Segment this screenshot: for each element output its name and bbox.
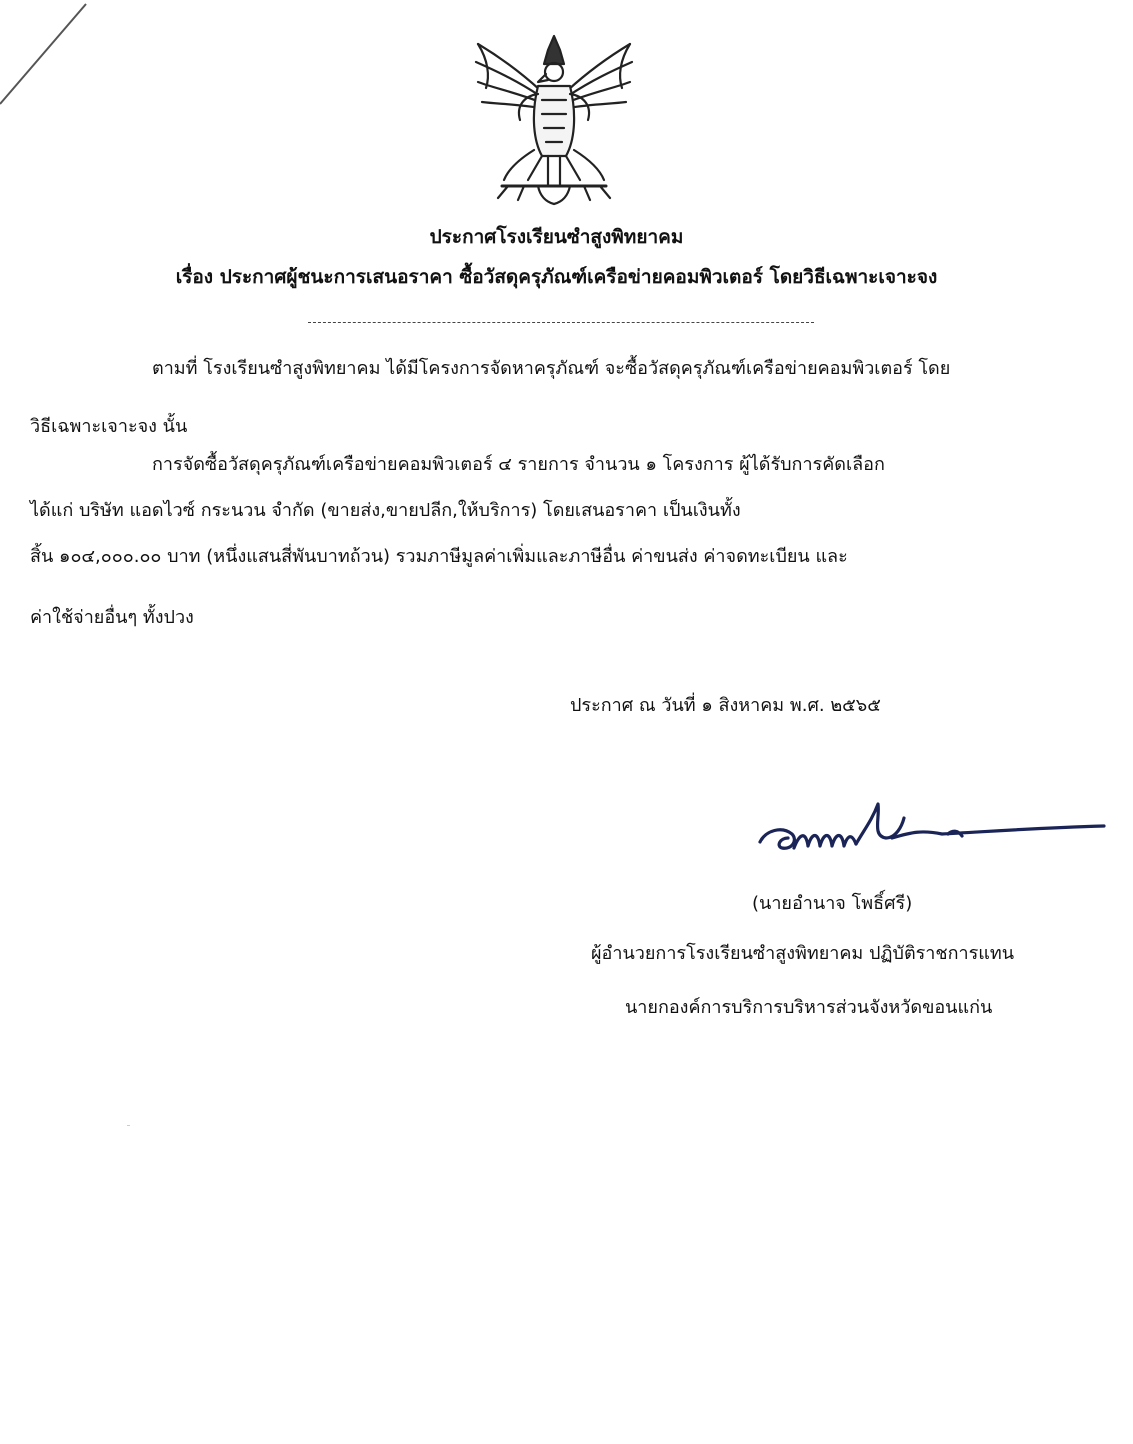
- announcement-date: ประกาศ ณ วันที่ ๑ สิงหาคม พ.ศ. ๒๕๖๕: [570, 695, 881, 716]
- garuda-emblem-icon: [468, 30, 640, 208]
- body-line-5: สิ้น ๑๐๔,๐๐๐.๐๐ บาท (หนึ่งแสนสี่พันบาทถ้วน) รวมภาษีมูลค่าเพิ่มและภาษีอื่น ค่าขนส่ง ค่าจดทะเบียน และ: [30, 546, 848, 567]
- body-line-3: การจัดซื้อวัสดุครุภัณฑ์เครือข่ายคอมพิวเตอร์ ๔ รายการ จำนวน ๑ โครงการ ผู้ได้รับการคัดเลือก: [152, 454, 885, 475]
- signer-position: ผู้อำนวยการโรงเรียนซำสูงพิทยาคม ปฏิบัติราชการแทน: [591, 943, 1015, 964]
- document-title: ประกาศโรงเรียนซำสูงพิทยาคม: [429, 226, 684, 248]
- document-subject: เรื่อง ประกาศผู้ชนะการเสนอราคา ซื้อวัสดุครุภัณฑ์เครือข่ายคอมพิวเตอร์ โดยวิธีเฉพาะเจาะจง: [175, 266, 938, 288]
- signer-name: (นายอำนาจ โพธิ์ศรี): [752, 893, 913, 914]
- body-line-4: ได้แก่ บริษัท แอดไวซ์ กระนวน จำกัด (ขายส่ง,ขายปลีก,ให้บริการ) โดยเสนอราคา เป็นเงินทั้ง: [30, 500, 741, 521]
- scan-speck: [127, 1125, 130, 1126]
- body-line-2: วิธีเฉพาะเจาะจง นั้น: [30, 416, 188, 437]
- body-line-1: ตามที่ โรงเรียนซำสูงพิทยาคม ได้มีโครงการจัดหาครุภัณฑ์ จะซื้อวัสดุครุภัณฑ์เครือข่ายคอมพิวเตอร์ โดย: [152, 358, 951, 379]
- handwritten-signature: [752, 790, 1112, 870]
- scan-edge-line: [0, 0, 90, 110]
- divider: [308, 322, 814, 323]
- body-line-6: ค่าใช้จ่ายอื่นๆ ทั้งปวง: [30, 607, 194, 628]
- signer-organization: นายกองค์การบริการบริหารส่วนจังหวัดขอนแก่น: [625, 997, 993, 1018]
